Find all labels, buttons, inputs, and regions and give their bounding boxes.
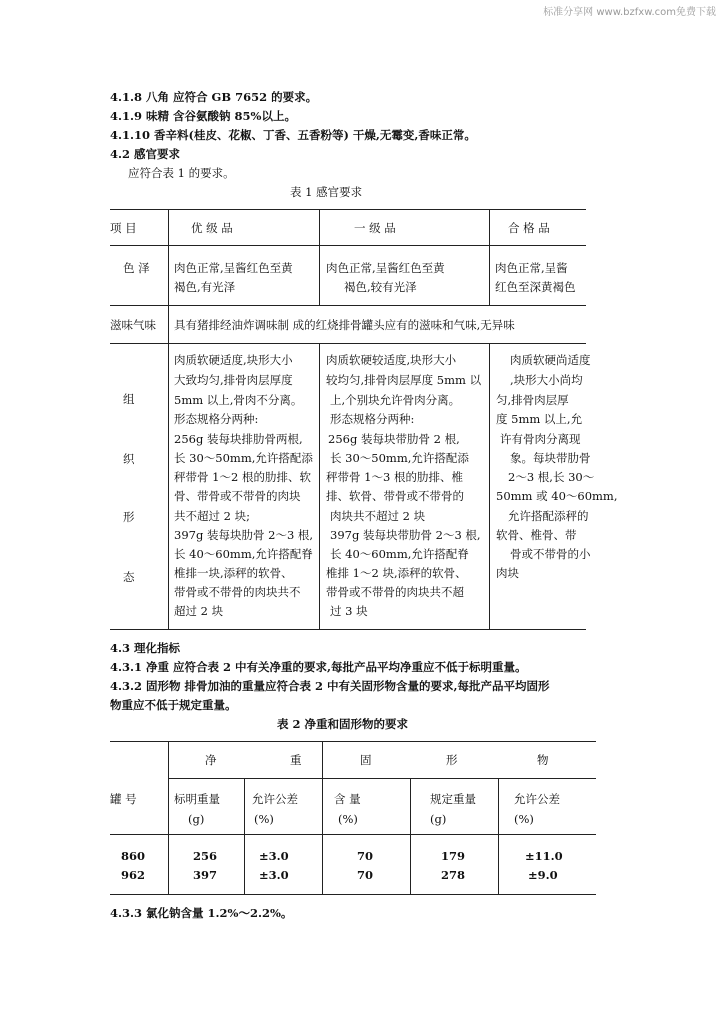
table1-form-item-char-3: 形 xyxy=(123,510,135,524)
watermark: 标准分享网 www.bzfxw.com免费下载 xyxy=(543,7,716,18)
table1-form-excellent-line-14: 超过 2 块 xyxy=(174,604,224,618)
table1-row-rule-1 xyxy=(110,305,586,306)
table1-col-divider-2 xyxy=(319,209,320,305)
table1-color-first-1: 肉色正常,呈酱红色至黄 xyxy=(326,261,445,275)
table1-form-first-line-6: 长 30～50mm,允许搭配添 xyxy=(330,451,469,465)
table2-group-solid-char-2: 形 xyxy=(446,753,458,767)
table2-row-1-can: 860 xyxy=(121,849,146,863)
table2-caption: 表 2 净重和固形物的要求 xyxy=(277,717,409,731)
table1-form-excellent-line-5: 256g 装每块排肋骨两根, xyxy=(174,432,303,446)
table2-group-net-char-1: 净 xyxy=(205,753,217,767)
table1-bottom-rule xyxy=(110,629,586,630)
table1-header-qualified: 合 格 品 xyxy=(508,221,550,235)
table2-col-divider-5 xyxy=(498,778,499,894)
table2-group-net-char-2: 重 xyxy=(290,753,302,767)
table2-header-net-tolerance-unit: (%) xyxy=(254,812,274,826)
table1-form-qualified-line-1: 肉质软硬尚适度 xyxy=(510,353,591,367)
table1-form-item-char-2: 织 xyxy=(123,452,135,466)
table1-form-excellent-line-1: 肉质软硬适度,块形大小 xyxy=(174,353,293,367)
table2-col-divider-4 xyxy=(410,778,411,894)
table1-form-qualified-line-12: 肉块 xyxy=(496,566,519,580)
table1-form-qualified-line-4: 度 5mm 以上,允 xyxy=(496,412,583,426)
table1-form-excellent-line-9: 共不超过 2 块; xyxy=(174,509,251,523)
table2-header-net-weight-unit: (g) xyxy=(188,812,205,826)
table1-form-excellent-line-10: 397g 装每块肋骨 2～3 根, xyxy=(174,528,314,542)
table2-group-rule xyxy=(168,778,596,779)
clause-4-3-3: 4.3.3 氯化钠含量 1.2%～2.2%。 xyxy=(110,906,293,920)
table2-header-net-tolerance: 允许公差 xyxy=(252,792,298,806)
table2-header-can-no: 罐 号 xyxy=(110,792,137,806)
table1-header-rule xyxy=(110,245,586,246)
table2-bottom-rule xyxy=(110,894,596,895)
table2-row-2-solid: 278 xyxy=(441,868,466,882)
table2-col-divider-3 xyxy=(322,741,323,894)
table1-form-qualified-line-9: 允许搭配添秤的 xyxy=(508,509,589,523)
table1-form-qualified-line-6: 象。每块带肋骨 xyxy=(510,451,591,465)
table2-row-1-net: 256 xyxy=(193,849,218,863)
table1-form-first-line-8: 排、软骨、带骨或不带骨的 xyxy=(326,489,464,503)
table2-header-solid-tolerance: 允许公差 xyxy=(514,792,560,806)
table1-form-first-line-2: 较均匀,排骨肉层厚度 5mm 以 xyxy=(326,373,482,387)
table1-form-first-line-4: 形态规格分两种: xyxy=(330,412,415,426)
table1-form-excellent-line-12: 椎排一块,添秤的软骨、 xyxy=(174,566,293,580)
table1-form-first-line-9: 肉块共不超过 2 块 xyxy=(330,509,426,523)
clause-4-3-heading: 4.3 理化指标 xyxy=(110,641,181,655)
table1-form-first-line-1: 肉质软硬较适度,块形大小 xyxy=(326,353,457,367)
table2-group-solid-char-3: 物 xyxy=(537,753,549,767)
table2-group-solid-char-1: 固 xyxy=(360,753,372,767)
table1-form-excellent-line-2: 大致均匀,排骨肉层厚度 xyxy=(174,373,293,387)
table1-top-rule xyxy=(110,209,586,210)
clause-4-2-body: 应符合表 1 的要求。 xyxy=(128,166,235,180)
table1-form-item-char-4: 态 xyxy=(123,570,135,584)
table1-form-first-line-14: 过 3 块 xyxy=(330,604,368,618)
table1-row-rule-2 xyxy=(110,343,586,344)
table1-col-divider-1 xyxy=(168,209,169,629)
table1-form-excellent-line-6: 长 30～50mm,允许搭配添 xyxy=(174,451,313,465)
table1-header-first: 一 级 品 xyxy=(354,221,396,235)
table1-form-first-line-7: 秤带骨 1～3 根的肋排、椎 xyxy=(326,470,463,484)
table2-row-2-net-tol: ±3.0 xyxy=(259,868,289,882)
table2-header-solid-weight-unit: (g) xyxy=(430,812,447,826)
table1-form-qualified-line-3: 匀,排骨肉层厚 xyxy=(496,393,569,407)
table1-color-excellent-1: 肉色正常,呈酱红色至黄 xyxy=(174,261,293,275)
table1-form-first-line-5: 256g 装每块带肋骨 2 根, xyxy=(328,432,460,446)
table1-form-excellent-line-13: 带骨或不带骨的肉块共不 xyxy=(174,585,301,599)
clause-4-1-10: 4.1.10 香辛料(桂皮、花椒、丁香、五香粉等) 干燥,无霉变,香味正常。 xyxy=(110,128,476,142)
table1-form-excellent-line-3: 5mm 以上,骨肉不分离。 xyxy=(174,393,303,407)
table2-row-1-content: 70 xyxy=(357,849,374,863)
table1-color-qualified-1: 肉色正常,呈酱 xyxy=(495,261,568,275)
table1-form-qualified-line-10: 软骨、椎骨、带 xyxy=(496,528,577,542)
clause-4-3-2-line-2: 物重应不低于规定重量。 xyxy=(110,698,237,712)
table1-form-first-line-11: 长 40～60mm,允许搭配脊 xyxy=(330,547,469,561)
table2-header-solid-tolerance-unit: (%) xyxy=(514,812,534,826)
table1-header-excellent: 优 级 品 xyxy=(191,221,233,235)
clause-4-1-9: 4.1.9 味精 含谷氨酸钠 85%以上。 xyxy=(110,109,296,123)
table2-row-2-solid-tol: ±9.0 xyxy=(528,868,558,882)
table1-form-first-line-10: 397g 装每块带肋骨 2～3 根, xyxy=(330,528,481,542)
table1-form-excellent-line-7: 秤带骨 1～2 根的肋排、软 xyxy=(174,470,311,484)
table1-taste-text: 具有猪排经油炸调味制 成的红烧排骨罐头应有的滋味和气味,无异味 xyxy=(174,318,515,332)
table1-form-first-line-12: 椎排 1～2 块,添秤的软骨、 xyxy=(326,566,467,580)
table2-col-divider-1 xyxy=(168,741,169,894)
table2-row-2-content: 70 xyxy=(357,868,374,882)
table1-form-excellent-line-4: 形态规格分两种: xyxy=(174,412,259,426)
clause-4-2-heading: 4.2 感官要求 xyxy=(110,147,181,161)
table1-form-item-char-1: 组 xyxy=(123,392,135,406)
table2-header-rule xyxy=(110,834,596,835)
clause-4-3-1: 4.3.1 净重 应符合表 2 中有关净重的要求,每批产品平均净重应不低于标明重量。 xyxy=(110,660,527,674)
table2-row-1-solid: 179 xyxy=(441,849,466,863)
table2-header-net-weight: 标明重量 xyxy=(174,792,220,806)
table1-caption: 表 1 感官要求 xyxy=(290,185,363,199)
table1-color-qualified-2: 红色至深黄褐色 xyxy=(495,280,576,294)
table2-col-divider-2 xyxy=(244,778,245,894)
table1-form-qualified-line-5: 许有骨肉分离现 xyxy=(500,432,581,446)
table1-color-item: 色 泽 xyxy=(123,261,150,275)
table1-form-excellent-line-11: 长 40～60mm,允许搭配脊 xyxy=(174,547,313,561)
table2-row-2-can: 962 xyxy=(121,868,146,882)
table1-header-item: 项 目 xyxy=(110,221,137,235)
table1-form-qualified-line-2: ,块形大小尚均 xyxy=(510,373,583,387)
table2-header-solid-weight: 规定重量 xyxy=(430,792,476,806)
table2-header-content-unit: (%) xyxy=(338,812,358,826)
table1-color-excellent-2: 褐色,有光泽 xyxy=(174,280,236,294)
table1-form-qualified-line-7: 2～3 根,长 30～ xyxy=(508,470,595,484)
clause-4-3-2-line-1: 4.3.2 固形物 排骨加油的重量应符合表 2 中有关固形物含量的要求,每批产品平均固形 xyxy=(110,679,550,693)
table1-form-first-line-13: 带骨或不带骨的肉块共不超 xyxy=(326,585,464,599)
table2-top-rule xyxy=(110,741,596,742)
table1-col-divider-3 xyxy=(489,209,490,305)
table1-taste-item: 滋味气味 xyxy=(110,318,156,332)
clause-4-1-8: 4.1.8 八角 应符合 GB 7652 的要求。 xyxy=(110,90,318,104)
table1-col-divider-2b xyxy=(319,343,320,629)
table1-color-first-2: 褐色,较有光泽 xyxy=(344,280,417,294)
table1-form-excellent-line-8: 骨、带骨或不带骨的肉块 xyxy=(174,489,301,503)
table1-col-divider-3b xyxy=(489,343,490,629)
table1-form-qualified-line-11: 骨或不带骨的小 xyxy=(510,547,591,561)
table1-form-first-line-3: 上,个别块允许骨肉分离。 xyxy=(330,393,461,407)
table1-form-qualified-line-8: 50mm 或 40～60mm, xyxy=(496,489,618,503)
table2-row-1-solid-tol: ±11.0 xyxy=(525,849,563,863)
table2-row-2-net: 397 xyxy=(193,868,218,882)
table2-row-1-net-tol: ±3.0 xyxy=(259,849,289,863)
table2-header-content: 含 量 xyxy=(334,792,361,806)
